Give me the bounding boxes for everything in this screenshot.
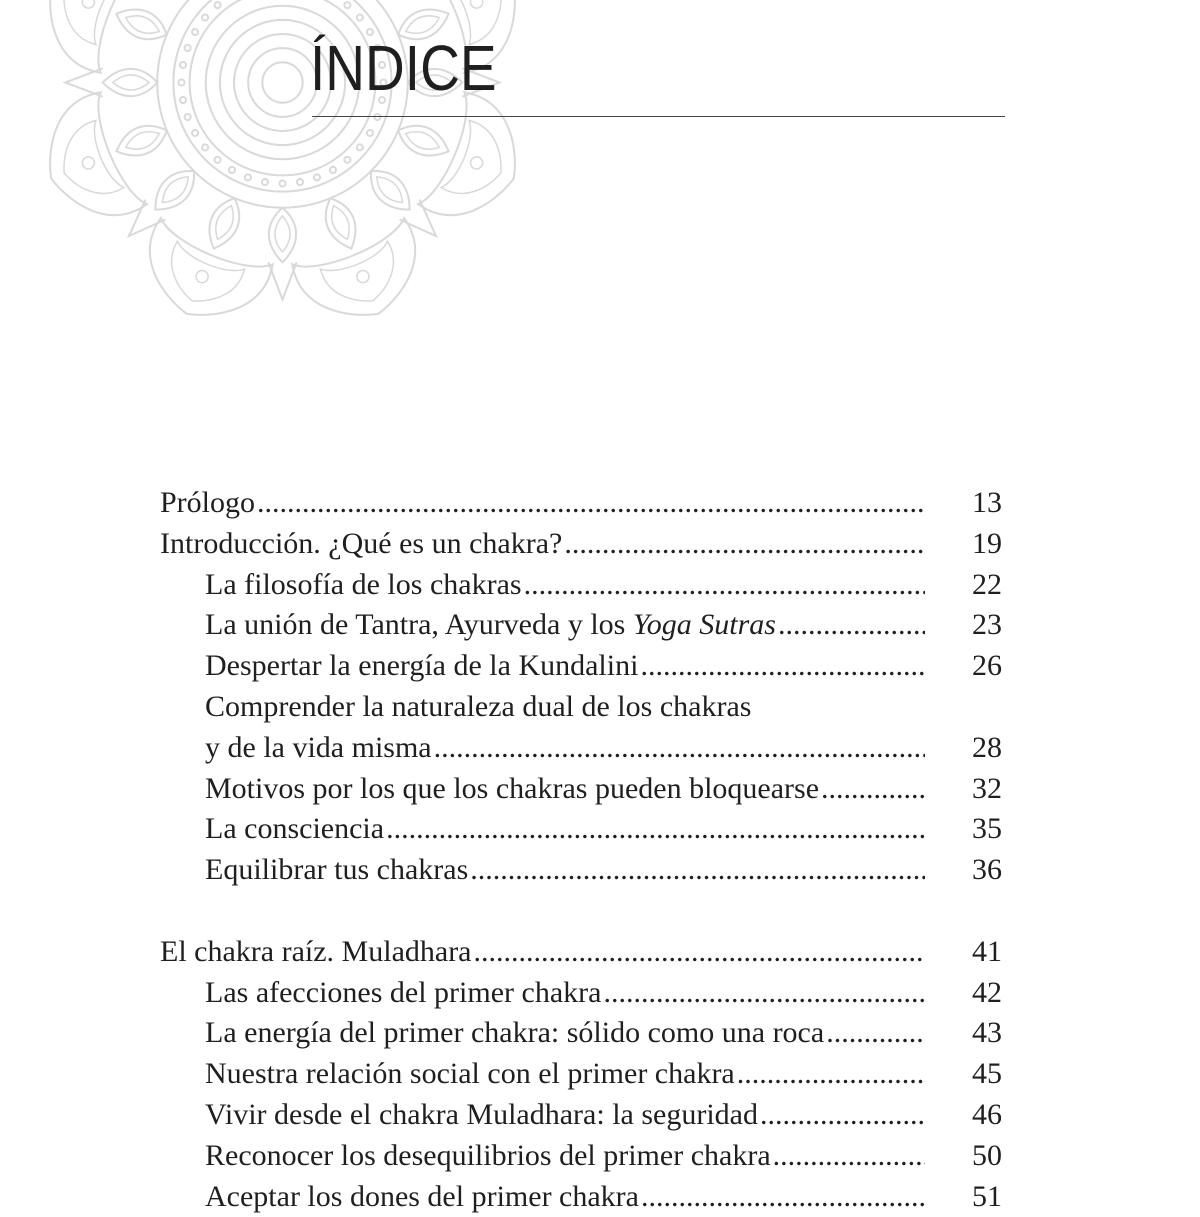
toc-row bbox=[0, 769, 1200, 810]
toc-entry-text: Motivos por los que los chakras pueden bloquearse bbox=[205, 771, 820, 805]
toc-page-number: 51 bbox=[972, 1179, 1002, 1213]
toc-row bbox=[0, 809, 1200, 850]
toc-row bbox=[0, 1177, 1200, 1217]
toc-section-link[interactable] bbox=[205, 850, 925, 891]
toc-row bbox=[0, 1013, 1200, 1054]
toc-section-link[interactable] bbox=[205, 1013, 925, 1054]
toc-section-link[interactable] bbox=[205, 973, 925, 1014]
toc-row bbox=[0, 850, 1200, 891]
toc-entry-title bbox=[160, 483, 255, 524]
toc-entry-text: Comprender la naturaleza dual de los chakras bbox=[205, 689, 752, 723]
toc-entry-text: La filosofía de los chakras bbox=[205, 567, 522, 601]
toc-page-number: 46 bbox=[972, 1097, 1002, 1131]
toc-entry-text: Despertar la energía de la Kundalini bbox=[205, 649, 639, 683]
toc-dot-leader bbox=[255, 483, 925, 524]
toc-entry-text: Vivir desde el chakra Muladhara: la seguridad bbox=[205, 1097, 758, 1131]
toc-page-number: 22 bbox=[972, 567, 1002, 601]
toc-dot-leader bbox=[522, 565, 925, 606]
toc-chapter-link[interactable] bbox=[160, 932, 925, 973]
toc-row bbox=[0, 605, 1200, 646]
toc-chapter-link[interactable] bbox=[160, 524, 925, 565]
toc-dot-leader bbox=[735, 1054, 925, 1095]
toc-dot-leader bbox=[824, 1013, 925, 1054]
toc-entry-text: La unión de Tantra, Ayurveda y los bbox=[205, 608, 633, 642]
toc-entry-title bbox=[205, 687, 751, 728]
toc-page-number: 28 bbox=[972, 730, 1002, 764]
toc-page-number: 23 bbox=[972, 608, 1002, 642]
toc-row bbox=[0, 524, 1200, 565]
toc-entry-text: Introducción. ¿Qué es un chakra? bbox=[160, 526, 563, 560]
toc-entry-title bbox=[205, 605, 776, 646]
toc-entry-text: La energía del primer chakra: sólido como una roca bbox=[205, 1016, 825, 1050]
toc-entry-text: Las afecciones del primer chakra bbox=[205, 975, 602, 1009]
toc-dot-leader bbox=[758, 1095, 925, 1136]
toc-page-number: 26 bbox=[972, 649, 1002, 683]
toc-chapter-link[interactable] bbox=[160, 483, 925, 524]
toc-entry-title bbox=[160, 524, 562, 565]
toc-entry-title bbox=[205, 1054, 735, 1095]
toc-row bbox=[0, 687, 1200, 728]
toc-row bbox=[0, 1054, 1200, 1095]
toc-dot-leader bbox=[819, 769, 925, 810]
toc-dot-leader bbox=[771, 1136, 925, 1177]
toc-section-link[interactable] bbox=[205, 1177, 925, 1217]
toc-entry-title bbox=[160, 932, 472, 973]
toc-entry-title bbox=[205, 850, 468, 891]
toc-entry-title bbox=[205, 1013, 824, 1054]
toc-page-number: 42 bbox=[972, 975, 1002, 1009]
toc-row bbox=[0, 1095, 1200, 1136]
toc-section-link[interactable] bbox=[205, 1054, 925, 1095]
toc-section-link[interactable] bbox=[205, 769, 925, 810]
toc-row bbox=[0, 1136, 1200, 1177]
page-title: ÍNDICE bbox=[310, 32, 497, 104]
toc-page-number: 45 bbox=[972, 1057, 1002, 1091]
table-of-contents bbox=[0, 483, 1200, 1217]
toc-dot-leader bbox=[601, 973, 925, 1014]
toc-entry-title bbox=[205, 769, 819, 810]
title-divider bbox=[312, 116, 1005, 117]
toc-dot-leader bbox=[639, 1177, 925, 1217]
toc-row bbox=[0, 565, 1200, 606]
toc-entry-text: La consciencia bbox=[205, 812, 385, 846]
toc-dot-leader bbox=[776, 605, 925, 646]
toc-dot-leader bbox=[562, 524, 925, 565]
toc-page-number: 32 bbox=[972, 771, 1002, 805]
toc-entry-text: Aceptar los dones del primer chakra bbox=[205, 1179, 639, 1213]
toc-entry-text: y de la vida misma bbox=[205, 730, 432, 764]
toc-section-link[interactable] bbox=[205, 728, 925, 769]
toc-entry-title bbox=[205, 646, 638, 687]
toc-dot-leader bbox=[472, 932, 926, 973]
toc-section-link[interactable] bbox=[205, 687, 925, 728]
toc-dot-leader bbox=[468, 850, 925, 891]
toc-entry-title bbox=[205, 1177, 639, 1217]
toc-page-number: 19 bbox=[972, 526, 1002, 560]
toc-entry-text: Reconocer los desequilibrios del primer chakra bbox=[205, 1138, 771, 1172]
toc-spacer bbox=[0, 891, 1200, 932]
toc-entry-text: El chakra raíz. Muladhara bbox=[160, 934, 472, 968]
toc-row bbox=[0, 728, 1200, 769]
toc-section-link[interactable] bbox=[205, 809, 925, 850]
toc-dot-leader bbox=[432, 728, 925, 769]
toc-entry-title bbox=[205, 809, 384, 850]
toc-page-number: 50 bbox=[972, 1138, 1002, 1172]
toc-page-number: 13 bbox=[972, 486, 1002, 519]
toc-section-link[interactable] bbox=[205, 565, 925, 606]
toc-page-number: 43 bbox=[972, 1016, 1002, 1050]
toc-row bbox=[0, 483, 1200, 524]
toc-entry-title bbox=[205, 728, 432, 769]
toc-page-number: 36 bbox=[972, 853, 1002, 887]
toc-entry-title bbox=[205, 1095, 758, 1136]
toc-section-link[interactable] bbox=[205, 1095, 925, 1136]
toc-dot-leader bbox=[384, 809, 925, 850]
toc-entry-text: Equilibrar tus chakras bbox=[205, 853, 469, 887]
toc-section-link[interactable] bbox=[205, 605, 925, 646]
toc-entry-title bbox=[205, 973, 601, 1014]
toc-row bbox=[0, 646, 1200, 687]
toc-entry-text: Prólogo bbox=[160, 486, 256, 519]
toc-row bbox=[0, 932, 1200, 973]
toc-section-link[interactable] bbox=[205, 646, 925, 687]
toc-page-number: 35 bbox=[972, 812, 1002, 846]
toc-entry-italic: Yoga Sutras bbox=[632, 608, 776, 642]
toc-dot-leader bbox=[638, 646, 925, 687]
toc-entry-title bbox=[205, 565, 522, 606]
toc-entry-title bbox=[205, 1136, 771, 1177]
toc-row bbox=[0, 973, 1200, 1014]
toc-entry-text: Nuestra relación social con el primer chakra bbox=[205, 1057, 735, 1091]
toc-page-number: 41 bbox=[972, 934, 1002, 968]
toc-section-link[interactable] bbox=[205, 1136, 925, 1177]
